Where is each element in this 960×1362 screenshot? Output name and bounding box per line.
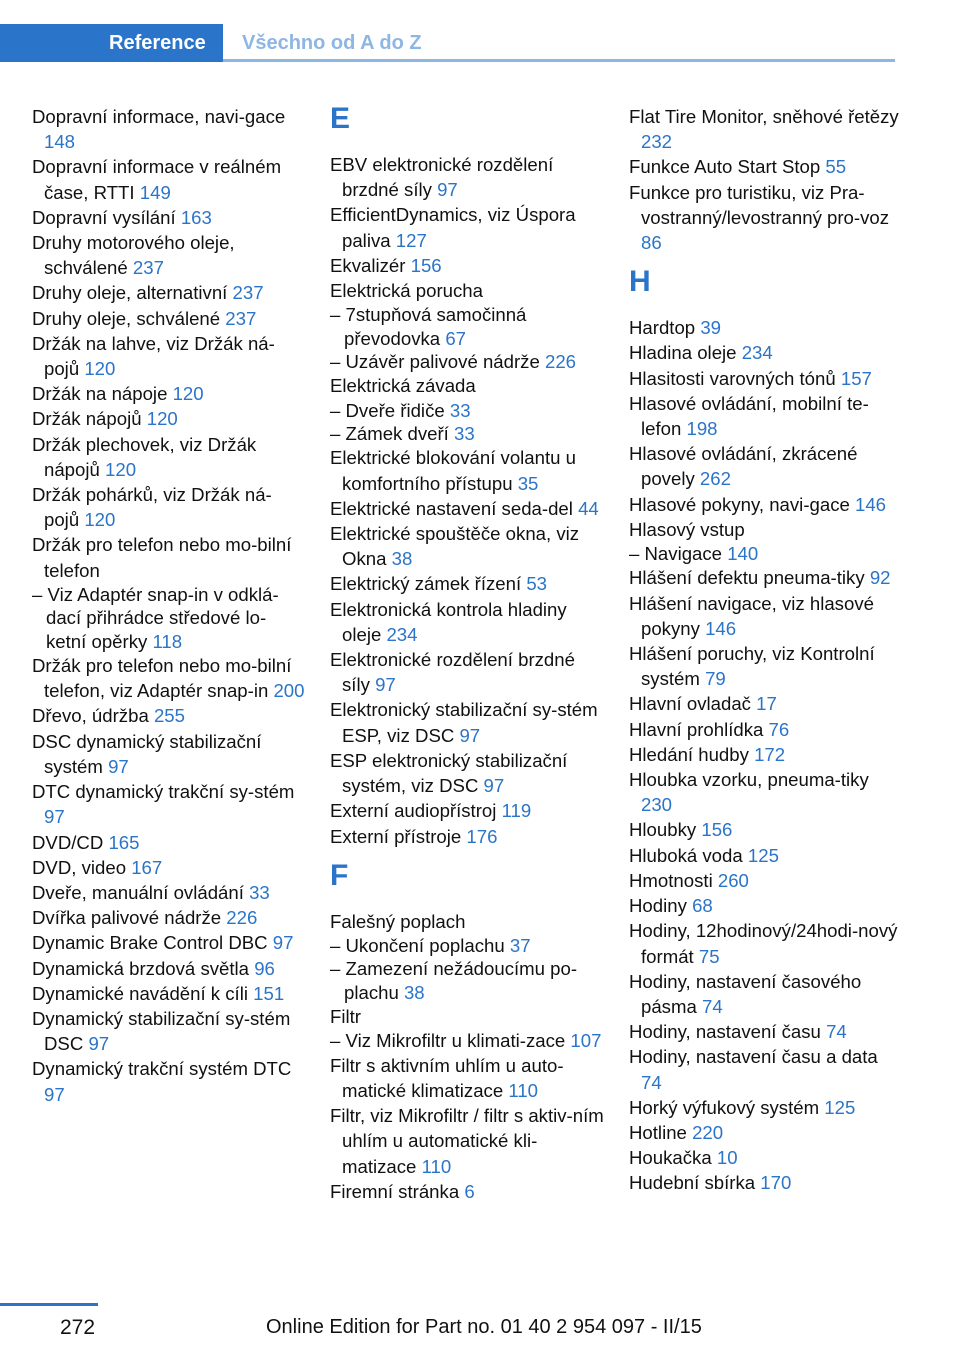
entry-text: Dřevo, údržba <box>32 705 149 727</box>
page-link[interactable]: 38 <box>391 548 413 570</box>
index-letter-heading: F <box>330 858 349 892</box>
index-subentry <box>330 934 604 957</box>
index-entry <box>330 748 604 798</box>
index-entry <box>330 1053 604 1103</box>
entry-text: Firemní stránka <box>330 1180 460 1202</box>
entry-text: Hlavní ovladač <box>629 693 751 715</box>
page-link[interactable]: 170 <box>760 1172 792 1194</box>
index-entry <box>32 482 306 532</box>
page-link[interactable]: 149 <box>139 181 171 203</box>
index-entry <box>629 565 903 590</box>
index-column-1 <box>32 104 306 1107</box>
entry-text: – 7stupňová samočinná převodovka <box>330 304 527 349</box>
index-entry <box>629 1120 903 1145</box>
entry-text: Hladina oleje <box>629 342 737 364</box>
entry-text: Funkce Auto Start Stop <box>629 156 821 178</box>
entry-text: – Viz Mikrofiltr u klimati‐zace <box>330 1030 566 1052</box>
index-entry <box>629 742 903 767</box>
index-entry <box>629 691 903 716</box>
index-entry <box>32 1006 306 1056</box>
entry-text: Druhy oleje, alternativní <box>32 282 228 304</box>
index-entry <box>32 154 306 204</box>
page-link[interactable]: 237 <box>132 257 164 279</box>
entry-text: Hlášení navigace, viz hlasové pokyny <box>629 592 874 639</box>
entry-text: Elektrická porucha <box>330 280 483 302</box>
index-entry <box>629 817 903 842</box>
index-entry <box>32 306 306 331</box>
page-link[interactable]: 167 <box>131 856 163 878</box>
page-link[interactable]: 234 <box>386 623 418 645</box>
index-entry <box>330 278 604 303</box>
entry-text: Hluboká voda <box>629 844 743 866</box>
page-link[interactable]: 226 <box>544 351 577 373</box>
entry-text: Držák na nápoje <box>32 383 168 405</box>
entry-text: Dopravní informace v reálném čase, RTTI <box>32 156 282 203</box>
entry-text: – Zámek dveří <box>330 423 449 445</box>
header-divider <box>223 59 895 62</box>
page-link[interactable]: 148 <box>44 131 76 153</box>
page-link[interactable]: 55 <box>825 156 847 178</box>
entry-text: Dynamické navádění k cíli <box>32 982 248 1004</box>
entry-text: Hlášení poruchy, viz Kontrolní systém <box>629 643 875 690</box>
entry-text: Držák na lahve, viz Držák ná‐pojů <box>32 332 275 380</box>
page-link[interactable]: 53 <box>526 573 548 595</box>
page-link[interactable]: 97 <box>459 724 481 746</box>
index-entry <box>330 647 604 697</box>
entry-text: Hloubka vzorku, pneuma‐tiky <box>629 769 869 791</box>
page-link[interactable]: 38 <box>403 981 425 1003</box>
page-link[interactable]: 146 <box>705 617 737 639</box>
index-subentry <box>330 303 604 350</box>
entry-text: Držák nápojů <box>32 408 142 430</box>
index-entry <box>32 930 306 955</box>
entry-text: Hlasové ovládání, zkrácené povely <box>629 443 858 490</box>
entry-text: Hardtop <box>629 317 696 339</box>
page-link[interactable]: 156 <box>701 819 733 841</box>
index-entry <box>32 532 306 582</box>
index-subentry <box>330 1029 604 1052</box>
page-link[interactable]: 86 <box>641 232 662 254</box>
page-link[interactable]: 120 <box>146 408 178 430</box>
index-entry <box>32 280 306 305</box>
page-link[interactable]: 74 <box>701 995 723 1017</box>
entry-text: DSC dynamický stabilizační systém <box>32 730 262 777</box>
entry-text: Druhy oleje, schválené <box>32 307 221 329</box>
entry-text: Dynamická brzdová světla <box>32 957 250 979</box>
index-entry <box>629 492 903 517</box>
entry-text: Falešný poplach <box>330 910 466 932</box>
index-entry <box>629 1095 903 1120</box>
index-entry <box>629 154 903 179</box>
entry-text: Elektrický zámek řízení <box>330 573 522 595</box>
entry-text: Externí audiopřístroj <box>330 800 497 822</box>
page-link[interactable]: 120 <box>172 383 204 405</box>
page-link[interactable]: 176 <box>466 825 498 847</box>
index-entry <box>330 798 604 823</box>
entry-text: Elektrické spouštěče okna, viz Okna <box>330 523 580 570</box>
index-subentry <box>330 957 604 1004</box>
section-tab-chapter[interactable]: Všechno od A do Z <box>242 32 422 54</box>
entry-text: Dynamic Brake Control DBC <box>32 932 268 954</box>
entry-text: Hotline <box>629 1121 687 1143</box>
index-subentry <box>330 350 604 373</box>
page-link[interactable]: 200 <box>273 680 305 702</box>
entry-text: Hloubky <box>629 819 697 841</box>
index-entry <box>32 406 306 431</box>
index-entry <box>330 697 604 747</box>
page-link[interactable]: 97 <box>375 674 396 696</box>
page-link[interactable]: 140 <box>727 543 759 565</box>
index-entry <box>629 1145 903 1170</box>
entry-text: Držák pro telefon nebo mo‐bilní telefon, viz Adaptér snap-in <box>32 655 292 702</box>
page-link[interactable]: 10 <box>716 1147 738 1169</box>
page-link[interactable]: 127 <box>395 229 427 251</box>
entry-text: Druhy motorového oleje, schválené <box>32 232 235 279</box>
entry-text: Externí přístroje <box>330 825 462 847</box>
index-entry <box>32 855 306 880</box>
page-link[interactable]: 68 <box>692 895 713 917</box>
page-link[interactable]: 255 <box>153 705 185 727</box>
page-link[interactable]: 120 <box>84 358 116 380</box>
page-link[interactable]: 75 <box>698 945 720 967</box>
index-entry <box>330 253 604 278</box>
index-entry <box>32 104 306 154</box>
index-entry <box>330 496 604 521</box>
index-entry <box>330 521 604 571</box>
index-entry <box>32 880 306 905</box>
index-entry <box>629 1170 903 1195</box>
entry-text: Hudební sbírka <box>629 1172 756 1194</box>
index-subentry <box>330 422 604 445</box>
index-entry <box>32 230 306 280</box>
page-link[interactable]: 262 <box>699 468 731 490</box>
page-link[interactable]: 97 <box>437 179 458 201</box>
page-link[interactable]: 33 <box>449 399 471 421</box>
page-link[interactable]: 260 <box>717 869 749 891</box>
index-entry <box>629 1044 903 1094</box>
entry-text: Držák plechovek, viz Držák nápojů <box>32 433 257 480</box>
entry-text: Dopravní vysílání <box>32 206 176 228</box>
page-link[interactable]: 97 <box>88 1033 110 1055</box>
page-link[interactable]: 97 <box>108 755 129 777</box>
footer-divider <box>0 1303 98 1306</box>
page-link[interactable]: 119 <box>501 800 532 822</box>
page-link[interactable]: 6 <box>464 1180 475 1202</box>
page-link[interactable]: 151 <box>253 982 285 1004</box>
index-entry <box>629 591 903 641</box>
index-entry <box>32 905 306 930</box>
index-entry <box>32 779 306 829</box>
page-link[interactable]: 156 <box>410 254 442 276</box>
entry-text: Ekvalizér <box>330 254 406 276</box>
entry-text: EBV elektronické rozdělení brzdné síly <box>330 154 554 201</box>
entry-text: Dvířka palivové nádrže <box>32 907 222 929</box>
entry-text: Elektronické rozdělení brzdné síly <box>330 649 575 696</box>
page-link[interactable]: 220 <box>692 1121 724 1143</box>
index-subentry <box>330 399 604 422</box>
page-link[interactable]: 35 <box>517 472 539 494</box>
entry-text: Houkačka <box>629 1147 712 1169</box>
index-entry <box>330 597 604 647</box>
index-entry <box>32 205 306 230</box>
index-entry <box>32 830 306 855</box>
page-link[interactable]: 172 <box>754 743 786 765</box>
entry-text: Hodiny, nastavení časového pásma <box>629 970 862 1017</box>
edition-footer: Online Edition for Part no. 01 40 2 954 097 - II/15 <box>266 1316 702 1338</box>
page-link[interactable]: 37 <box>509 934 531 956</box>
index-entry <box>330 1103 604 1179</box>
page-link[interactable]: 33 <box>249 881 270 903</box>
page-link[interactable]: 97 <box>483 775 505 797</box>
entry-text: – Viz Adaptér snap-in v odklá‐dací přihrádce středové lo‐ketní opěrky <box>32 583 279 652</box>
page-link[interactable]: 97 <box>44 1083 65 1105</box>
index-entry <box>330 1004 604 1029</box>
entry-text: Flat Tire Monitor, sněhové řetězy <box>629 106 899 127</box>
index-entry <box>330 202 604 252</box>
page-link[interactable]: 67 <box>445 327 466 349</box>
index-entry <box>629 641 903 691</box>
section-tab-reference[interactable]: Reference <box>0 24 223 62</box>
index-entry <box>629 893 903 918</box>
index-entry <box>330 909 604 934</box>
index-entry <box>330 1179 604 1204</box>
page-link[interactable]: 125 <box>747 844 779 866</box>
entry-text: – Navigace <box>629 543 723 565</box>
entry-text: Držák pro telefon nebo mo‐bilní telefon <box>32 534 292 581</box>
page-link[interactable]: 198 <box>686 418 718 440</box>
page-link[interactable]: 163 <box>180 206 212 228</box>
index-entry <box>330 445 604 495</box>
page-link[interactable]: 237 <box>225 307 257 329</box>
entry-text: Funkce pro turistiku, viz Pra‐vostranný/levostranný pro‐voz <box>629 181 890 228</box>
page-link[interactable]: 97 <box>44 806 65 828</box>
index-entry <box>629 969 903 1019</box>
entry-text: – Zamezení nežádoucímu po‐plachu <box>330 958 578 1003</box>
index-entry <box>629 717 903 742</box>
page-link[interactable]: 125 <box>824 1096 856 1118</box>
index-entry <box>32 1056 306 1106</box>
page-link[interactable]: 33 <box>454 423 475 445</box>
page-link[interactable]: 146 <box>855 493 887 515</box>
page-link[interactable]: 92 <box>869 567 891 589</box>
page-link[interactable]: 96 <box>254 957 275 979</box>
page-link[interactable]: 74 <box>826 1021 847 1043</box>
entry-text: Filtr, viz Mikrofiltr / filtr s aktiv‐ním uhlím u automatické kli‐matizace <box>330 1105 604 1177</box>
entry-text: Hlasové pokyny, navi‐gace <box>629 493 850 515</box>
page-link[interactable]: 97 <box>272 932 294 954</box>
index-entry <box>629 104 903 154</box>
entry-text: Hodiny, nastavení času <box>629 1021 821 1043</box>
index-entry <box>32 729 306 779</box>
entry-text: Dopravní informace, navi‐gace <box>32 106 286 127</box>
entry-text: Elektrické blokování volantu u komfortního přístupu <box>330 447 576 494</box>
entry-text: Hlasové ovládání, mobilní te‐lefon <box>629 392 869 440</box>
index-letter-heading: E <box>330 102 351 135</box>
page-link[interactable]: 107 <box>570 1030 602 1052</box>
entry-text: ESP elektronický stabilizační systém, viz DSC <box>330 749 568 797</box>
index-letter-heading: H <box>629 265 651 299</box>
index-entry <box>330 571 604 596</box>
entry-text: Elektronická kontrola hladiny oleje <box>330 598 567 645</box>
page-link[interactable]: 79 <box>705 668 726 690</box>
entry-text: Filtr s aktivním uhlím u auto‐matické klimatizace <box>330 1054 564 1101</box>
page-link[interactable]: 110 <box>508 1079 539 1101</box>
page-link[interactable]: 110 <box>421 1155 452 1177</box>
entry-text: – Dveře řidiče <box>330 399 445 421</box>
index-entry <box>629 441 903 491</box>
page-link[interactable]: 226 <box>226 907 258 929</box>
entry-text: Filtr <box>330 1006 361 1028</box>
index-entry <box>629 868 903 893</box>
page-link[interactable]: 17 <box>756 693 777 715</box>
index-entry <box>32 331 306 381</box>
index-entry <box>330 373 604 398</box>
page-link[interactable]: 120 <box>105 458 137 480</box>
entry-text: Elektronický stabilizační sy‐stém ESP, viz DSC <box>330 699 598 746</box>
index-entry <box>629 391 903 441</box>
entry-text: Hodiny, nastavení času a data <box>629 1046 878 1068</box>
page-link[interactable]: 44 <box>578 497 599 519</box>
entry-text: Hmotnosti <box>629 869 713 891</box>
entry-text: Hlášení defektu pneuma‐tiky <box>629 567 865 589</box>
entry-text: Hlasový vstup <box>629 518 745 540</box>
entry-text: Dynamický stabilizační sy‐stém DSC <box>32 1007 291 1055</box>
index-entry <box>629 767 903 817</box>
index-subentry <box>629 542 903 565</box>
index-entry <box>629 180 903 256</box>
entry-text: Dynamický trakční systém DTC <box>32 1058 292 1080</box>
index-entry <box>629 1019 903 1044</box>
page-link[interactable]: 118 <box>152 630 183 652</box>
index-entry <box>629 517 903 542</box>
index-entry <box>32 381 306 406</box>
index-entry <box>629 340 903 365</box>
index-entry <box>32 432 306 482</box>
index-subentry <box>32 583 306 653</box>
page-link[interactable]: 165 <box>108 831 140 853</box>
entry-text: Hodiny <box>629 895 687 917</box>
entry-text: DVD, video <box>32 856 127 878</box>
entry-text: Elektrická závada <box>330 375 476 397</box>
index-entry <box>32 653 306 703</box>
page-link[interactable]: 157 <box>840 367 872 389</box>
index-entry <box>629 843 903 868</box>
entry-text: Dveře, manuální ovládání <box>32 881 244 903</box>
index-entry <box>629 918 903 968</box>
page-link[interactable]: 230 <box>641 794 673 816</box>
page-link[interactable]: 232 <box>641 131 673 153</box>
entry-text: – Uzávěr palivové nádrže <box>330 351 540 373</box>
page-link[interactable]: 120 <box>84 509 116 531</box>
index-entry <box>32 981 306 1006</box>
entry-text: Držák pohárků, viz Držák ná‐pojů <box>32 484 272 531</box>
entry-text: DVD/CD <box>32 831 104 853</box>
entry-text: DTC dynamický trakční sy‐stém <box>32 781 295 803</box>
index-entry <box>629 315 903 340</box>
page-link[interactable]: 76 <box>768 718 790 740</box>
index-entry <box>629 366 903 391</box>
page-link[interactable]: 234 <box>741 342 773 364</box>
index-column-2 <box>330 104 604 1204</box>
entry-text: Hledání hudby <box>629 743 749 765</box>
entry-text: Hlavní prohlídka <box>629 718 764 740</box>
entry-text: Hlasitosti varovných tónů <box>629 367 836 389</box>
index-entry <box>330 824 604 849</box>
page-link[interactable]: 237 <box>232 282 264 304</box>
index-entry <box>330 152 604 202</box>
index-column-3 <box>629 104 903 1196</box>
page-number: 272 <box>60 1316 96 1339</box>
page-link[interactable]: 39 <box>700 317 722 339</box>
page-link[interactable]: 74 <box>641 1071 662 1093</box>
entry-text: Elektrické nastavení seda‐del <box>330 497 573 519</box>
entry-text: Hodiny, 12hodinový/24hodi‐nový formát <box>629 920 898 967</box>
entry-text: EfficientDynamics, viz Úspora paliva <box>330 204 576 251</box>
index-entry <box>32 956 306 981</box>
index-entry <box>32 703 306 728</box>
entry-text: Horký výfukový systém <box>629 1096 820 1118</box>
entry-text: – Ukončení poplachu <box>330 934 505 956</box>
